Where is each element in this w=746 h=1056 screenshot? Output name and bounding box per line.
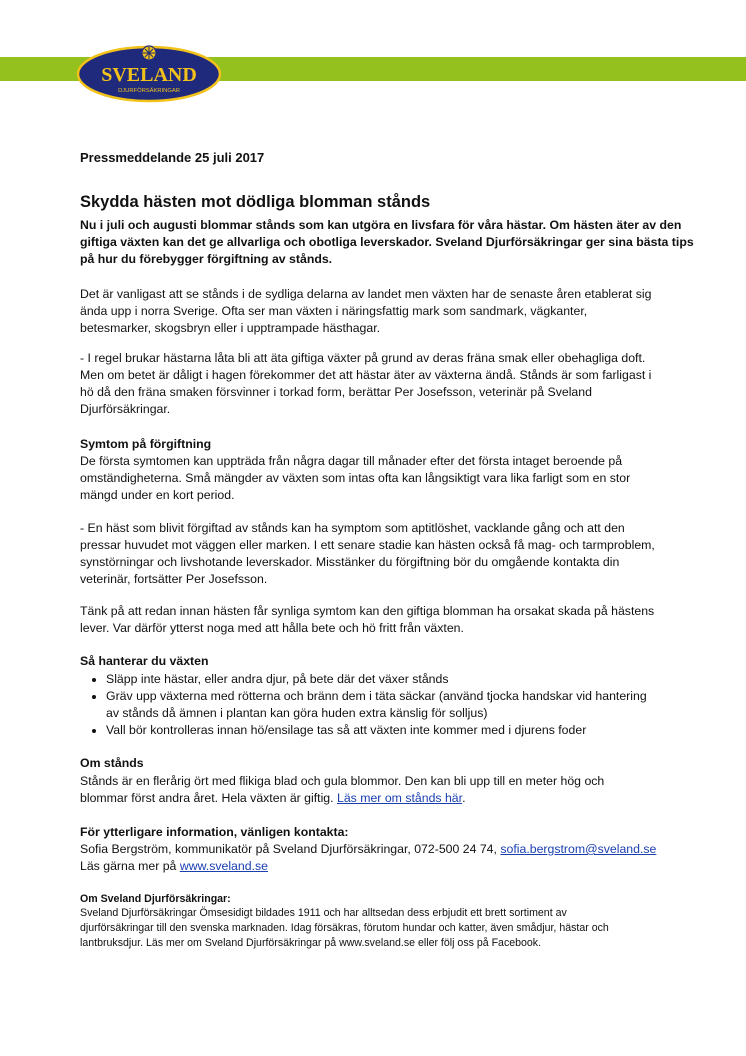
contact-person: Sofia Bergström, kommunikatör på Sveland Djurförsäkringar, 072-500 24 74, xyxy=(80,842,501,856)
email-link[interactable]: sofia.bergstrom@sveland.se xyxy=(500,842,657,856)
lead-paragraph xyxy=(80,217,694,268)
website-link[interactable]: www.sveland.se xyxy=(179,859,268,873)
intro-line: ända upp i norra Sverige. Ofta ser man växten i näringsfattig mark som sandmark, vägkanter, xyxy=(80,304,588,318)
quote-line: - I regel brukar hästarna låta bli att äta giftiga växter på grund av deras fräna smak eller obehagliga doft. xyxy=(80,351,646,365)
about-plant-line: Stånds är en flerårig ört med flikiga blad och gula blommor. Den kan bli upp till en meter hög och xyxy=(80,774,605,788)
sveland-logo[interactable] xyxy=(76,42,222,104)
quote-line: Djurförsäkringar. xyxy=(80,402,171,416)
vet-quote-line: synstörningar och livshotande leverskador. Misstänker du förgiftning bör du omgående kontakta din xyxy=(80,555,620,569)
quote-line: hö då den fräna smaken försvinner i torkad form, berättar Per Josefsson, veterinär på Sveland xyxy=(80,385,592,399)
about-company-heading: Om Sveland Djurförsäkringar: xyxy=(80,893,231,905)
warning-paragraph xyxy=(80,603,654,637)
vet-quote-line: pressar huvudet mot väggen eller marken. I ett senare stadie kan hästen också få mag- och tarmproblem, xyxy=(80,538,655,552)
list-item-line: Gräv upp växterna med rötterna och bränn dem i täta säckar (använd tjocka handskar vid hantering xyxy=(106,689,647,703)
handling-list xyxy=(80,671,647,739)
symptoms-heading: Symtom på förgiftning xyxy=(80,437,212,451)
about-company-line: Sveland Djurförsäkringar Ömsesidigt bildades 1911 och har alltsedan dess erbjudit ett brett sortiment av xyxy=(80,907,567,919)
vet-quote-paragraph xyxy=(80,520,655,588)
handling-heading: Så hanterar du växten xyxy=(80,654,209,668)
symptoms-line: omständigheterna. Små mängder av växten som intas ofta kan långsiktigt vara lika farligt som en stor xyxy=(80,471,631,485)
about-company-line: djurförsäkringar till den svenska marknaden. Idag försäkras, förutom hundar och katter, även smådjur, hästar och xyxy=(80,922,609,934)
symptoms-line: De första symtomen kan uppträda från några dagar till månader efter det första intaget beroende på xyxy=(80,454,623,468)
intro-line: Det är vanligast att se stånds i de sydliga delarna av landet men växten har de senaste åren etablerat sig xyxy=(80,287,652,301)
contact-paragraph xyxy=(80,841,656,875)
press-release-label: Pressmeddelande 25 juli 2017 xyxy=(80,150,265,165)
vet-quote-line: veterinär, fortsätter Per Josefsson. xyxy=(80,572,268,586)
logo-brand-text: SVELAND xyxy=(101,64,197,86)
list-item xyxy=(106,688,647,722)
logo-sub-text: DJURFÖRSÄKRINGAR xyxy=(118,88,180,94)
quote-paragraph xyxy=(80,350,651,418)
quote-line: Men om betet är dåligt i hagen förekommer det att hästar äter av växterna ändå. Stånds är som farligast i xyxy=(80,368,652,382)
list-item: • Släpp inte hästar, eller andra djur, på bete där det växer stånds xyxy=(106,671,647,688)
lead-line: Nu i juli och augusti blommar stånds som kan utgöra en livsfara för våra hästar. Om hästen äter av den xyxy=(80,218,682,232)
symptoms-line: mängd under en kort period. xyxy=(80,488,235,502)
lead-line: på hur du förebygger förgiftning av stånds. xyxy=(80,252,333,266)
lead-line: giftiga växten kan det ge allvarliga och obotliga leverskador. Sveland Djurförsäkringar ger sina bästa tips xyxy=(80,235,694,249)
list-item-line: av stånds då ämnen i plantan kan göra huden extra känslig för solljus) xyxy=(106,706,488,720)
headline: Skydda hästen mot dödliga blomman stånds xyxy=(80,193,431,211)
intro-line: betesmarker, skogsbryn eller i upptrampade hästhagar. xyxy=(80,321,381,335)
about-plant-line-end: . xyxy=(462,791,466,805)
read-more-link[interactable]: Läs mer om stånds här xyxy=(336,791,463,805)
about-company-line: lantbruksdjur. Läs mer om Sveland Djurförsäkringar på www.sveland.se eller följ oss på Facebook. xyxy=(80,937,542,949)
about-company-paragraph xyxy=(80,906,609,951)
symptoms-paragraph xyxy=(80,453,630,504)
intro-paragraph xyxy=(80,286,651,337)
about-plant-line: blommar först andra året. Hela växten är giftig. xyxy=(80,791,337,805)
read-more-text: Läs gärna mer på xyxy=(80,859,180,873)
warning-line: Tänk på att redan innan hästen får synliga symtom kan den giftiga blomman ha orsakat skada på hästens xyxy=(80,604,655,618)
warning-line: lever. Var därför ytterst noga med att hålla bete och hö fritt från växten. xyxy=(80,621,464,635)
about-plant-paragraph xyxy=(80,773,604,807)
about-plant-heading: Om stånds xyxy=(80,756,144,770)
list-item: • Vall bör kontrolleras innan hö/ensilage tas så att växten inte kommer med i djurens foder xyxy=(106,722,647,739)
vet-quote-line: - En häst som blivit förgiftad av stånds kan ha symptom som aptitlöshet, vacklande gång och att den xyxy=(80,521,625,535)
contact-heading: För ytterligare information, vänligen kontakta: xyxy=(80,825,349,839)
